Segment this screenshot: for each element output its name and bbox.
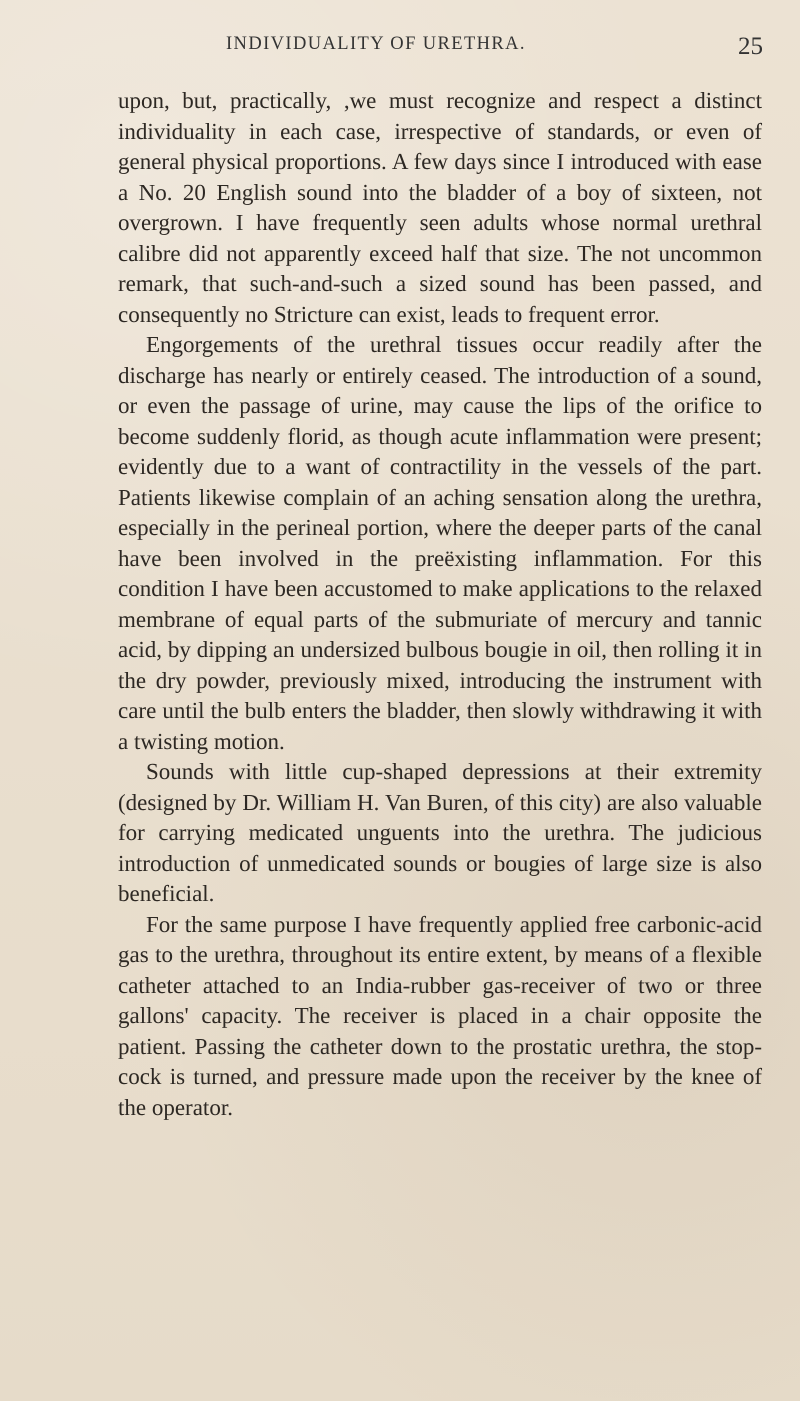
paragraph-3: Sounds with little cup-shaped depressions at their extremity (designed by Dr. William H. Van Buren, of this city) are also valuable for carrying medicated unguents into the urethra. The judicious introduction of unmedicated sounds or bougies of large size is also beneficial.	[118, 759, 762, 906]
running-header	[0, 34, 800, 74]
paragraph-1: upon, but, practically, ,we must recognize and respect a distinct individuality in each case, irrespective of standards, or even of general physical proportions. A few days since I introduced with ease a No. 20 English sound into the bladder of a boy of sixteen, not overgrown. I have frequently seen adults whose normal urethral calibre did not apparently exceed half that size. The not uncommon remark, that such-and-such a sized sound has been passed, and consequently no Stricture can exist, leads to frequent error.	[118, 88, 762, 327]
page-number: 25	[738, 33, 763, 60]
body-text	[118, 86, 762, 1123]
paragraph-2: Engorgements of the urethral tissues occur readily after the discharge has nearly or entirely ceased. The introduction of a sound, or even the passage of urine, may cause the lips of the orifice to become suddenly florid, as though acute inflammation were present; evidently due to a want of contractility in the vessels of the part. Patients likewise complain of an aching sensation along the urethra, especially in the perineal portion, where the deeper parts of the canal have been involved in the preëxisting inflammation. For this condition I have been accustomed to make applications to the relaxed membrane of equal parts of the submuriate of mercury and tannic acid, by dipping an undersized bulbous bougie in oil, then rolling it in the dry powder, previously mixed, introducing the instrument with care until the bulb enters the bladder, then slowly withdrawing it with a twisting motion.	[118, 332, 762, 754]
running-title: INDIVIDUALITY OF URETHRA.	[226, 34, 526, 54]
paragraph-4: For the same purpose I have frequently applied free carbonic-acid gas to the urethra, throughout its entire extent, by means of a flexible catheter attached to an India-rubber gas-receiver of two or three gallons' capacity. The receiver is placed in a chair opposite the patient. Passing the catheter down to the prostatic urethra, the stop-cock is turned, and pressure made upon the receiver by the knee of the operator.	[118, 911, 762, 1120]
